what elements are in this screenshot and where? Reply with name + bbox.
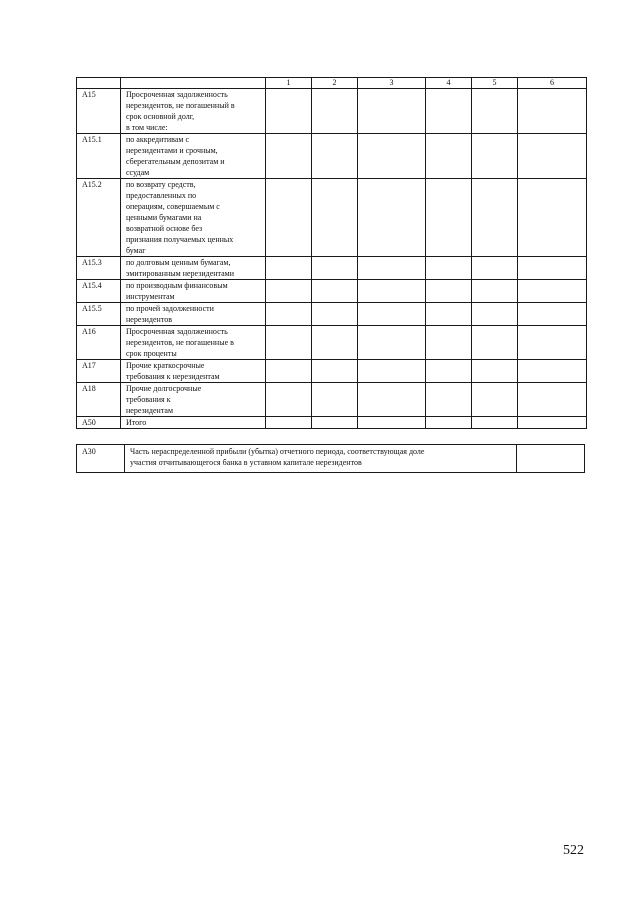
row-label: Прочие краткосрочные требования к нерезидентам [121,360,266,383]
value-cell [426,280,472,303]
value-cell [518,383,587,417]
value-cell [472,360,518,383]
value-cell [518,179,587,257]
value-cell [426,179,472,257]
row-code: А50 [77,417,121,429]
row-code: А15 [77,89,121,134]
table-row [77,303,587,326]
table-row [77,134,587,179]
value-cell [426,360,472,383]
value-cell [266,360,312,383]
summary-row [77,445,585,473]
value-cell [426,257,472,280]
value-cell [266,257,312,280]
value-cell [266,303,312,326]
table-row [77,257,587,280]
value-cell [266,417,312,429]
value-cell [426,134,472,179]
col-header-3: 3 [358,78,426,89]
value-cell [312,326,358,360]
value-cell [358,134,426,179]
col-header-2: 2 [312,78,358,89]
table-row [77,383,587,417]
value-cell [518,360,587,383]
value-cell [518,134,587,179]
value-cell [358,303,426,326]
value-cell [312,134,358,179]
value-cell [266,383,312,417]
row-label: Итого [121,417,266,429]
value-cell [266,179,312,257]
row-code: А15.4 [77,280,121,303]
row-label: Просроченная задолженность нерезидентов, не погашенный в срок основной долг, в том числе: [121,89,266,134]
retained-earnings-share-table [76,444,585,473]
value-cell [358,257,426,280]
value-cell [518,303,587,326]
value-cell [266,326,312,360]
value-cell [266,134,312,179]
value-cell [266,280,312,303]
value-cell [358,326,426,360]
value-cell [472,257,518,280]
table-body [77,89,587,429]
value-cell [426,383,472,417]
nonresident-claims-table [76,77,587,429]
row-code: А15.3 [77,257,121,280]
page-number: 522 [563,843,584,858]
table-row [77,417,587,429]
col-header-6: 6 [518,78,587,89]
value-cell [312,179,358,257]
row-label: по возврату средств, предоставленных по операциям, совершаемым с ценными бумагами на возвратной основе без признания получаемых ценных бумаг [121,179,266,257]
value-cell [312,257,358,280]
value-cell [472,280,518,303]
row-code: А15.2 [77,179,121,257]
row-label: по долговым ценным бумагам, эмитированным нерезидентами [121,257,266,280]
value-cell [312,89,358,134]
col-header-4: 4 [426,78,472,89]
value-cell [266,89,312,134]
value-cell [472,89,518,134]
value-cell [358,383,426,417]
table-row [77,179,587,257]
value-cell [518,417,587,429]
value-cell [518,280,587,303]
table-row [77,360,587,383]
value-cell [358,417,426,429]
table-row [77,280,587,303]
value-cell [518,257,587,280]
col-header-5: 5 [472,78,518,89]
value-cell [358,89,426,134]
row-code: А15.1 [77,134,121,179]
value-cell [426,417,472,429]
row-label: по аккредитивам с нерезидентами и срочным, сберегательным депозитам и ссудам [121,134,266,179]
value-cell [426,89,472,134]
value-cell [472,134,518,179]
value-cell [312,417,358,429]
row-label: Прочие долгосрочные требования к нерезидентам [121,383,266,417]
row-label: по производным финансовым инструментам [121,280,266,303]
value-cell [358,179,426,257]
summary-code: А30 [77,445,125,473]
table-header [77,78,587,89]
value-cell [312,360,358,383]
row-code: А15.5 [77,303,121,326]
col-header-blank [77,78,121,89]
row-code: А17 [77,360,121,383]
value-cell [472,326,518,360]
value-cell [358,280,426,303]
row-label: по прочей задолженности нерезидентов [121,303,266,326]
table-row [77,89,587,134]
value-cell [312,383,358,417]
value-cell [312,280,358,303]
summary-label: Часть нераспределенной прибыли (убытка) отчетного периода, соответствующая доле участия отчитывающегося банка в уставном капитале нерезидентов [125,445,517,473]
value-cell [426,326,472,360]
value-cell [518,89,587,134]
value-cell [472,179,518,257]
row-code: А16 [77,326,121,360]
row-label: Просроченная задолженность нерезидентов, не погашенные в срок проценты [121,326,266,360]
value-cell [426,303,472,326]
value-cell [518,326,587,360]
value-cell [358,360,426,383]
col-header-blank [121,78,266,89]
header-row [77,78,587,89]
summary-value-cell [517,445,585,473]
value-cell [312,303,358,326]
col-header-1: 1 [266,78,312,89]
value-cell [472,383,518,417]
value-cell [472,417,518,429]
table-row [77,326,587,360]
row-code: А18 [77,383,121,417]
value-cell [472,303,518,326]
